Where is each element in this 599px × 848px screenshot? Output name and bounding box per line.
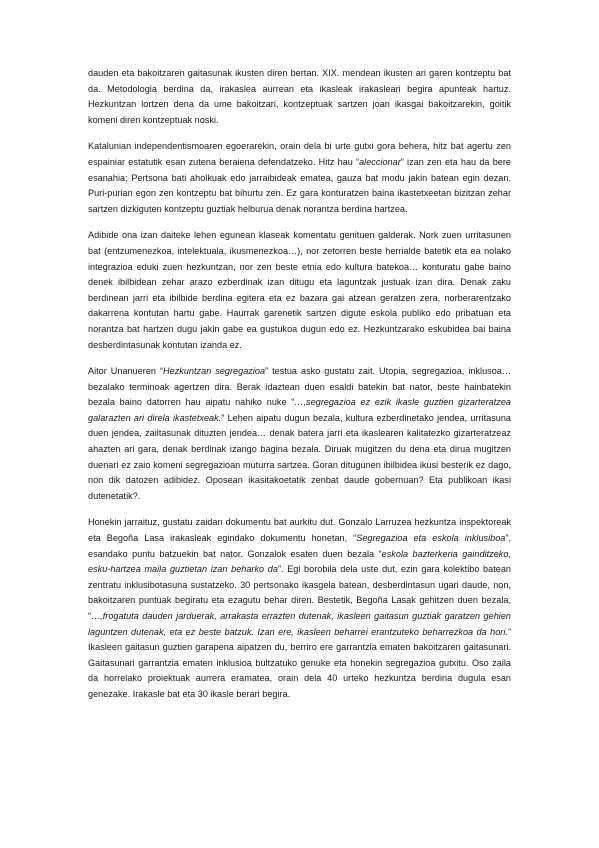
text-run: ” Ikasleen gaitasun guztien garapena aipatzen du, berriro ere garrantzia ematen bakoitzaren gaitasunari. Gaitasunari garrantzia ematen inklusioa bultzatuko genuke eta honekin segregazioa gutxitu. Oso zaila da horrelako proiektuak aurrera eramatea, orain dela 40 urteko hezkuntza berdina dugula esan genezake. Irakasle bat eta 30 ikasle berari begira. [88,626,511,699]
italic-text-run: …,frogatuta dauden jarduerak, arrakasta errazten dutenak, ikasleen gaitasun guztiak garatzen gehien laguntzen dutenak, eta ez beste batzuk. Izan ere, ikasleen beharrei erantzuteko beharrezkoa da hori. [88,611,511,637]
italic-text-run: Segregazioa eta eskola inklusiboa [356,533,506,544]
paragraph-4 [88,364,511,504]
paragraph-1 [88,66,511,128]
text-run: Aitor Unanueren “ [88,366,164,377]
italic-text-run: …,segregazioa ez ezik ikasle guztien gizarteratzea galarazten ari direla ikastetxeak. [88,397,511,423]
italic-text-run: eskola bazterkeria gainditzeko, esku-hartzea maila guztietan izan beharko da [88,548,511,575]
text-run: dauden eta bakoitzaren gaitasunak ikusten diren bertan. XIX. mendean ikusten ari garen kontzeptu bat da. Metodologia berdina da, irakaslea aurrean eta ikasleak irakasleari begira apunteak hartuz. Hezkuntzan lortzen dena da ume bakoitzari, kontzeptuak sartzen joan ikasgai bakoitzarekin, goitik komeni diren kontzeptuak noski. [88,68,511,125]
text-run: ” Lehen aipatu dugun bezala, kultura ezberdinetako jendea, urritasuna duen jendea, zailtasunak dituzten jendea… denak batera jarri eta ikaslearen kalitatezko gizarteratzeaz ahazten ari gara, denak berdinak izango bagina bezala. Diruak mugitzen du dena eta dirua mugitzen duenari ez zaio komeni segregazioan muturra sartzea. Goran ditugunen ibilbidea ikusi besterik ez dago, non dik datozen adibidez. Oposean ikasitakoetatik zenbat daude gobernuan? Eta publikoan ikasi dutenetatik?. [88,412,511,501]
text-run: Adibide ona izan daiteke lehen egunean klaseak komentatu genituen galderak. Nork zuen urritasunen bat (entzumenezkoa, intelektuala, ikusmenezkoa…), nor zetorren beste herrialde batetik eta ea nolako integrazioa eduki zuen hezkuntzan, nor zen beste etnia edo kultura batekoa… konturatu gabe baino denek ibilbidean zehar arazo ezberdinak izan ditugu eta laguntzak justuak izan dira. Denak zaku berdinean jarri eta ibilbide berdina egitera eta ez bazara gai atzean geratzen zera, norberarentzako dakarrena kontutan hartu gabe. Haurrak garenetik sartzen digute eskola publiko edo pribatuan eta norantza bat hartzen dugu jakin gabe ea gustukoa dugun edo ez. Hezkuntzarako eskubidea bai baina desberdintasunak kontutan izanda ez. [88,230,511,350]
paragraph-3 [88,228,511,353]
text-run: Katalunian independentismoaren egoerarekin, orain dela bi urte gutxi gora behera, hitz bat agertu zen espainiar estatutik esan zutena beraiena defendatzeko. Hitz hau “ [88,141,511,167]
text-run: ”, esandako puntu batzuekin bat nator. Gonzalok esaten duen bezala “ [88,533,511,559]
text-run: ”. Egi borobila dela uste dut, ezin gara kolektibo batean zentratu inklusibotasuna sustatzeko. 30 pertsonako ikasgela batean, desberdintasun ugari daude, non, bakoitzaren puntuak begiratu eta ezagutu behar diren. Bestetik, Begoña Lasak gehitzen duen bezala, “ [88,564,511,621]
text-run: ” testua asko gustatu zait. Utopia, segregazioa, inklusoa… bezalako terminoak agertzen dira. Berak idaztean duen esaldi batekin bat nator, beste hainbatekin bezala baino datorren hau aipatu nahiko nuke “ [88,366,511,408]
paragraph-2 [88,139,511,217]
italic-text-run: Hezkuntzan segregazioa [163,366,266,377]
text-run: ” izan zen eta hau da bere esanahia; Pertsona bati aholkuak edo jarraibideak ematea, gauza bat modu jakin batean egin dezan. Puri-purian egon zen kontzeptu bat bihurtu zen. Ez gara konturatzen baina ikastetxeetan bizitzan zehar sartzen dizkiguten kontzeptu guztiak helburua denak norantza berdina hartzea. [88,156,511,214]
text-run: Honekin jarraituz, gustatu zaidan dokumentu bat aurkitu dut. Gonzalo Larruzea hezkuntza inspektoreak eta Begoña Lasa irakasleak egindako dokumentu honetan, “ [88,517,511,544]
paragraph-5 [88,515,511,702]
italic-text-run: aleccionar [359,156,401,167]
